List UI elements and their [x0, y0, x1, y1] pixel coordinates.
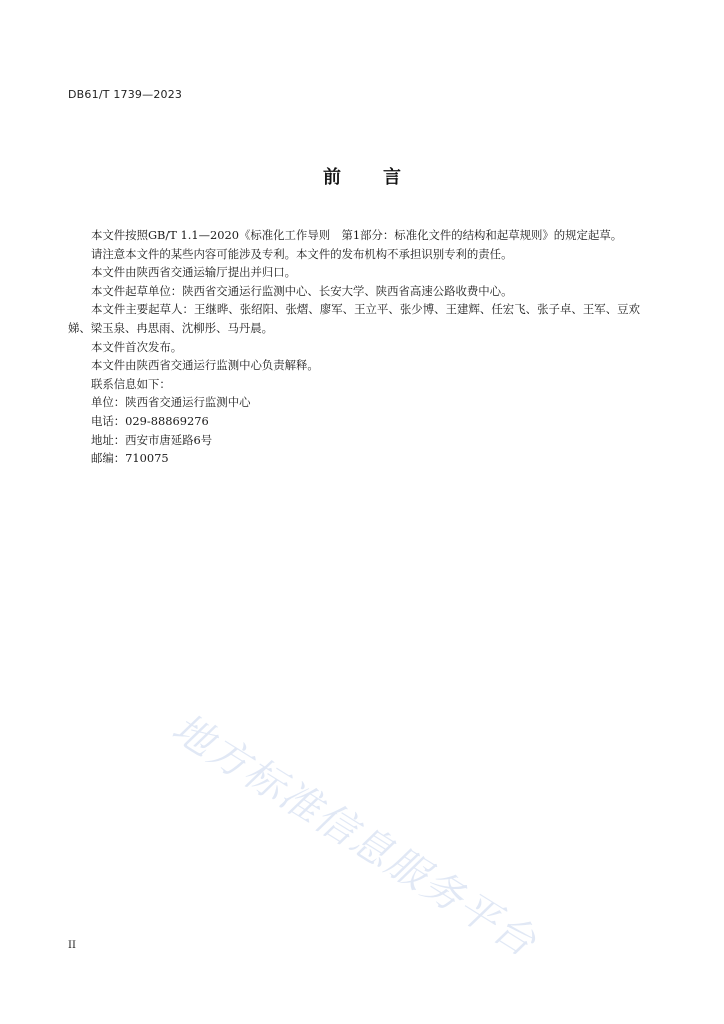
paragraph-interpretation: 本文件由陕西省交通运行监测中心负责解释。	[91, 358, 319, 373]
contact-postcode: 邮编：710075	[91, 451, 169, 466]
contact-phone: 电话：029-88869276	[91, 413, 209, 428]
paragraph-patent-notice: 请注意本文件的某些内容可能涉及专利。本文件的发布机构不承担识别专利的责任。	[91, 246, 513, 261]
title-part-1: 前	[323, 167, 341, 188]
paragraph-proposer: 本文件由陕西省交通运输厅提出并归口。	[91, 265, 297, 280]
paragraph-drafting-rules: 本文件按照GB/T 1.1—2020《标准化工作导则 第1部分：标准化文件的结构和起草规则》的规定起草。	[91, 228, 623, 242]
paragraph-drafting-units: 本文件起草单位：陕西省交通运行监测中心、长安大学、陕西省高速公路收费中心。	[91, 283, 513, 298]
paragraph-drafters: 本文件主要起草人：王继晔、张绍阳、张熠、廖军、王立平、张少博、王建辉、任宏飞、张子卓、王军、豆欢娣、梁玉泉、冉思雨、沈柳彤、马丹晨。	[68, 302, 640, 335]
document-code: DB61/T 1739—2023	[68, 88, 183, 101]
title-part-2: 言	[383, 167, 401, 188]
contact-unit: 单位：陕西省交通运行监测中心	[91, 395, 251, 410]
watermark: 地方标准信息服务平台	[163, 704, 545, 967]
paragraph-first-release: 本文件首次发布。	[91, 339, 183, 354]
contact-address: 地址：西安市唐延路6号	[91, 432, 213, 447]
page-title	[0, 163, 724, 189]
page-number: II	[68, 940, 76, 951]
foreword-body	[68, 226, 640, 468]
paragraph-contact-heading: 联系信息如下：	[91, 376, 171, 391]
